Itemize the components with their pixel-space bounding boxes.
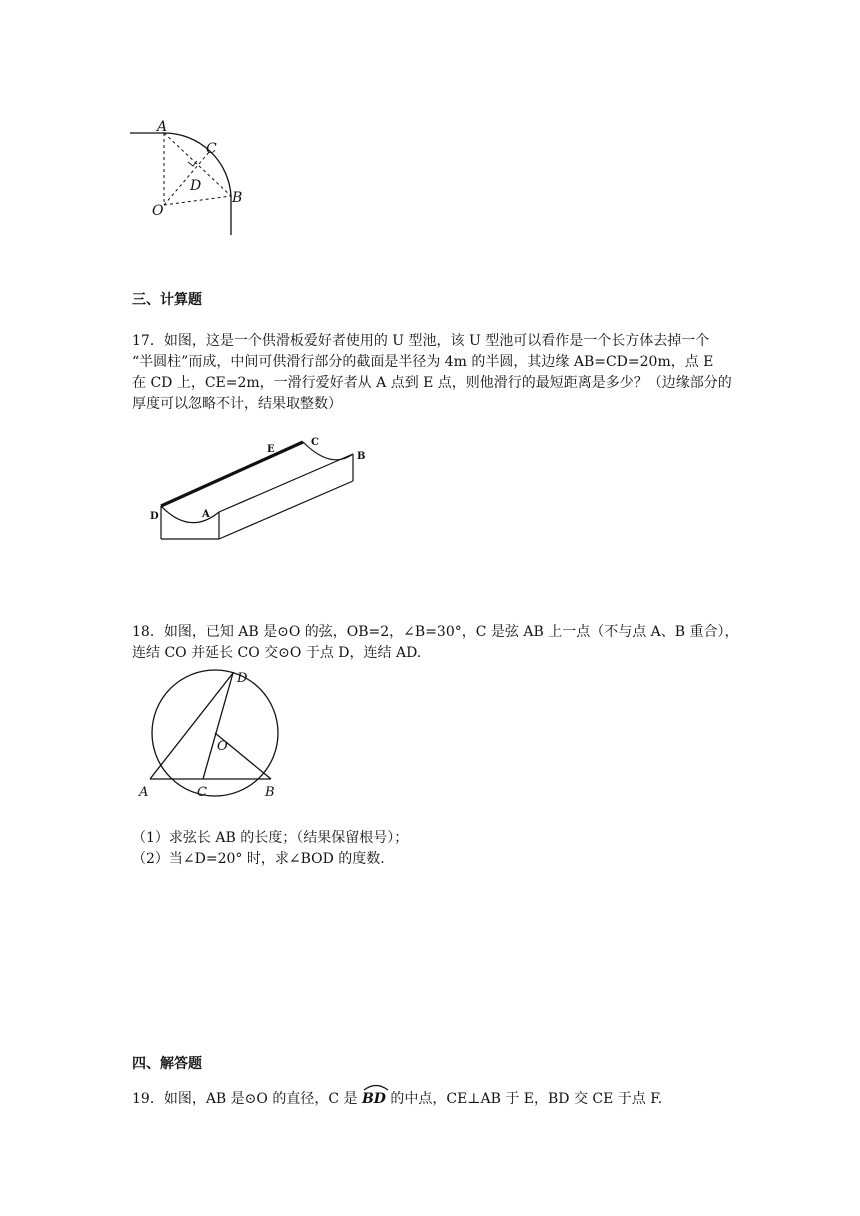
segment-ad — [150, 673, 233, 779]
q19-suffix: 的中点，CE⊥AB 于 E，BD 交 CE 于点 F. — [390, 1091, 663, 1107]
quarter-circle-figure — [120, 118, 250, 242]
q18-line-1: 18．如图，已知 AB 是⊙O 的弦，OB=2，∠B=30°，C 是弦 AB 上一点（不与点 A、B 重合）， — [132, 624, 739, 640]
label-a: A — [139, 785, 149, 800]
top-right-long-edge — [219, 454, 353, 512]
q17-line-3: 在 CD 上，CE=2m，一滑行爱好者从 A 点到 E 点，则他滑行的最短距离是多少？（边缘部分的 — [132, 375, 732, 391]
q17-line-1: 17．如图，这是一个供滑板爱好者使用的 U 型池，该 U 型池可以看作是一个长方体去掉一个 — [132, 333, 710, 349]
bottom-right-long-edge — [219, 481, 353, 539]
q18-sub-1: （1）求弦长 AB 的长度；（结果保留根号）； — [132, 830, 409, 846]
question-18-text — [132, 622, 739, 664]
label-a: A — [202, 509, 210, 520]
circle-chord-figure — [137, 668, 292, 803]
q18-line-2: 连结 CO 并延长 CO 交⊙O 于点 D，连结 AD. — [132, 645, 422, 661]
label-b: B — [357, 451, 366, 462]
front-arc — [161, 506, 219, 523]
label-c: C — [206, 141, 217, 157]
label-b: B — [232, 190, 243, 206]
question-19-text — [132, 1087, 662, 1110]
label-d: D — [237, 671, 248, 686]
label-o: O — [217, 739, 228, 754]
label-b: B — [265, 785, 275, 800]
edge-cd-thick — [161, 442, 303, 506]
segment-oc — [164, 151, 210, 205]
arc-bd-symbol — [362, 1087, 386, 1110]
u-pool-figure — [145, 432, 380, 547]
segment-ob — [164, 196, 231, 205]
arc-bd-label: BD — [361, 1091, 386, 1107]
q18-sub-2: （2）当∠D=20° 时，求∠BOD 的度数. — [132, 851, 385, 867]
q17-line-2: “半圆柱”而成，中间可供滑行部分的截面是半径为 4m 的半圆，其边缘 AB=CD=20m，点 E — [132, 354, 714, 370]
label-c: C — [311, 437, 319, 448]
section-title-calculation: 三、计算题 — [132, 292, 202, 308]
label-d: D — [150, 511, 159, 522]
q17-line-4: 厚度可以忽略不计，结果取整数） — [132, 396, 342, 412]
label-c: C — [197, 785, 207, 800]
label-a: A — [157, 119, 168, 135]
label-o: O — [152, 203, 164, 219]
section-title-solutions: 四、解答题 — [132, 1056, 202, 1072]
q19-prefix: 19．如图，AB 是⊙O 的直径，C 是 — [132, 1091, 358, 1107]
label-e: E — [267, 444, 275, 455]
question-18-subquestions — [132, 828, 408, 870]
label-d: D — [190, 178, 202, 194]
question-17-text — [132, 331, 732, 415]
right-angle-mark — [188, 161, 197, 166]
segment-cd — [203, 673, 233, 779]
arc-mark-icon — [362, 1081, 390, 1091]
